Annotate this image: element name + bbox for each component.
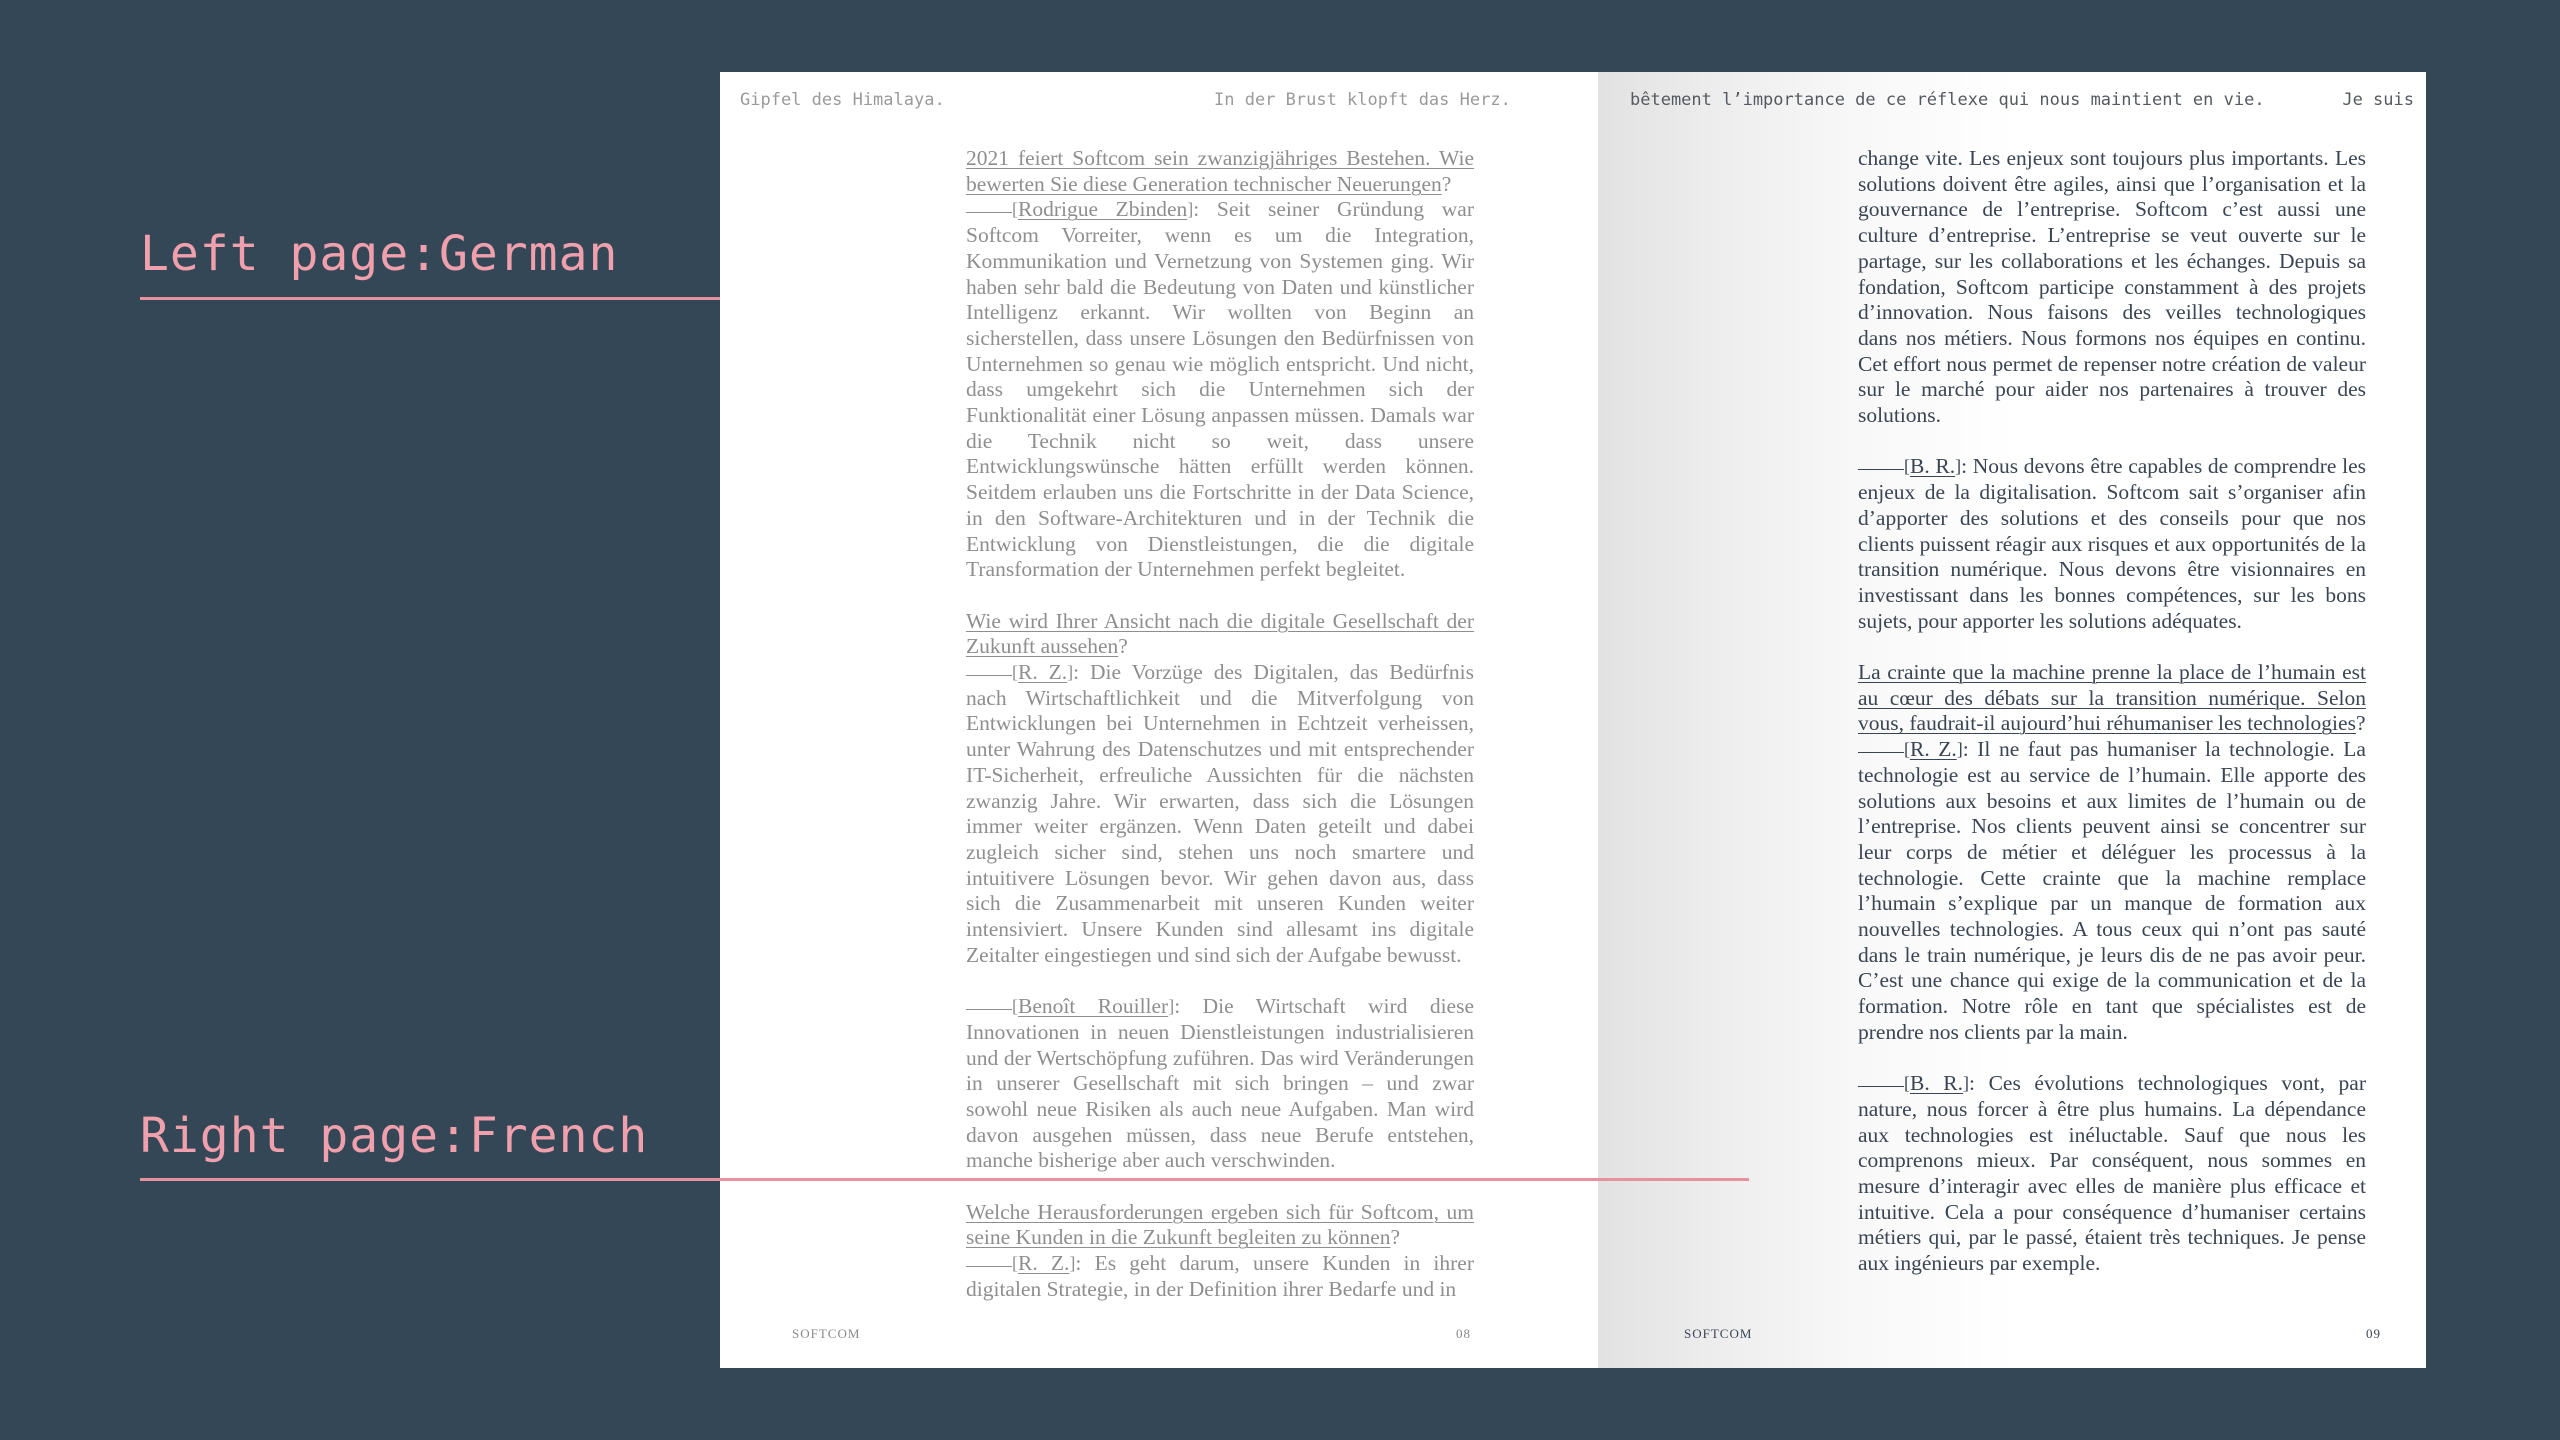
left-running-head-1: Gipfel des Himalaya.: [740, 90, 945, 110]
question-mark: ?: [1118, 634, 1128, 659]
question-mark: ?: [1390, 1225, 1401, 1250]
bracket-open: [: [1012, 662, 1018, 683]
interview-answer: [1858, 737, 2366, 1045]
answer-text: : Ces évolutions technologiques vont, par nature, nous forcer à être plus humains. La dépendance aux technologies est inéluctable. Sauf que nous les comprenons mieux. Par conséquent, nous sommes en mesure d’interagir avec elles de manière plus efficace et intuitive. Cela a pour conséquence d’humaniser certains métiers qui, par le passé, étaient très techniques. Je pense aux ingénieurs par exemple.: [1858, 1071, 2366, 1276]
right-footer-brand: SOFTCOM: [1684, 1326, 1753, 1341]
question-mark: ?: [2355, 711, 2366, 736]
left-footer-brand: SOFTCOM: [792, 1326, 861, 1341]
question-text: Wie wird Ihrer Ansicht nach die digitale Gesellschaft der Zukunft aussehen: [966, 608, 1474, 659]
answer-text: : Es geht darum, unsere Kunden in ihrer digitalen Strategie, in der Definition ihrer Bedarfe und in: [966, 1251, 1475, 1301]
left-page-german: [720, 72, 1598, 1368]
book-spread: [720, 72, 2426, 1368]
right-running-head-1: bêtement l’importance de ce réflexe qui nous maintient en vie.: [1630, 90, 2265, 110]
interview-answer: [966, 1251, 1474, 1302]
bracket-open: [: [1012, 1253, 1018, 1274]
bracket-open: [: [1904, 456, 1910, 477]
answer-text: : Il ne faut pas humaniser la technologie. La technologie est au service de l’humain. Elle apporte des solutions aux besoins et aux limites de l’humain ou de l’entreprise. Nos clients peuvent ainsi se concentrer sur leur corps de métier et déléguer les processus à la technologie. Cette crainte que la machine remplace l’humain s’explique par un manque de formation aux nouvelles technologies. A tous ceux qui n’ont pas sauté dans le train numérique, je leurs dis de ne pas avoir peur. C’est une chance qui exige de la communication et de la formation. Notre rôle en tant que spécialistes est de prendre nos clients par la main.: [1858, 737, 2366, 1044]
speaker-name: R. Z.: [1018, 1251, 1070, 1276]
speaker-rule: [966, 211, 1012, 213]
bracket-open: [: [1904, 1073, 1910, 1094]
paragraph-gap: [1858, 634, 2366, 660]
interview-answer: [966, 994, 1474, 1174]
answer-text: : Die Vorzüge des Digitalen, das Bedürfnis nach Wirtschaftlichkeit und die Mitverfolgung von Entwicklungen bei Unternehmen in Echtzeit verheissen, unter Wahrung des Datenschutzes und mit entsprechender IT-Sicherheit, erfreuliche Aussichten für die nächsten zwanzig Jahre. Wir erwarten, dass sich die Lösungen immer weiter ergänzen. Wenn Daten geteilt und dabei zugleich sicher sind, stehen uns noch smartere und intuitivere Lösungen bevor. Wir gehen davon aus, dass sich die Zusammenarbeit mit unseren Kunden weiter intensiviert. Unsere Kunden sind allesamt ins digitale Zeitalter eingestiegen und sind sich der Aufgabe bewusst.: [966, 660, 1474, 967]
speaker-rule: [1858, 751, 1904, 753]
question-text: 2021 feiert Softcom sein zwanzigjähriges Bestehen. Wie bewerten Sie diese Generation technischer Neuerungen: [966, 146, 1474, 196]
speaker-rule: [966, 1265, 1012, 1267]
speaker-name: R. Z.: [1018, 660, 1068, 685]
answer-text: : Nous devons être capables de comprendre les enjeux de la digitalisation. Softcom sait s’organiser afin d’apporter des solutions et des conseils pour que nos clients puissent réagir aux risques et aux opportunités de la transition numérique. Nous devons être visionnaires en investissant dans les bonnes compétences, sur les bons sujets, pour apporter les solutions adéquates.: [1858, 454, 2366, 633]
interview-question: [1858, 660, 2366, 737]
question-text: La crainte que la machine prenne la place de l’humain est au cœur des débats sur la transition numérique. Selon vous, faudrait-il aujourd’hui réhumaniser les technologies: [1858, 660, 2366, 736]
question-mark: ?: [1441, 171, 1452, 196]
paragraph-text: change vite. Les enjeux sont toujours plus importants. Les solutions doivent être agiles, ainsi que l’organisation et la gouvernance de l’entreprise. Softcom c’est aussi une culture d’entreprise. L’entreprise se veut ouverte sur le partage, sur les collaborations et les échanges. Depuis sa fondation, Softcom participe constamment à des projets d’innovation. Nous faisons des veilles technologiques dans nos métiers. Nous formons nos équipes en continu. Cet effort nous permet de repenser notre création de valeur sur le marché pour aider nos partenaires à trouver des solutions.: [1858, 146, 2366, 428]
bracket-open: [: [1012, 199, 1018, 220]
bracket-close: ]: [1187, 199, 1194, 220]
speaker-name: Benoît Rouiller: [1018, 994, 1169, 1019]
bracket-close: ]: [1168, 996, 1175, 1017]
bracket-close: ]: [1963, 1073, 1970, 1094]
left-page-number: 08: [1456, 1326, 1471, 1341]
interview-answer: [966, 660, 1474, 968]
right-page-annotation-rule: [140, 1178, 1749, 1181]
interview-answer: [1858, 454, 2366, 634]
paragraph-gap: [1858, 1046, 2366, 1072]
bracket-open: [: [1012, 996, 1018, 1017]
interview-question: [966, 609, 1474, 660]
paragraph-gap: [966, 583, 1474, 609]
right-page-annotation-label: Right page:French: [140, 1108, 649, 1164]
interview-question: [966, 1200, 1474, 1251]
right-text-column: [1858, 146, 2366, 1277]
right-page-french: [1598, 72, 2426, 1368]
speaker-rule: [966, 1008, 1012, 1010]
speaker-rule: [1858, 1085, 1904, 1087]
bracket-close: ]: [1067, 662, 1074, 683]
bracket-close: ]: [1956, 739, 1963, 760]
question-text: Welche Herausforderungen ergeben sich für Softcom, um seine Kunden in die Zukunft begleiten zu können: [966, 1199, 1474, 1250]
bracket-close: ]: [1069, 1253, 1076, 1274]
right-running-head-2: Je suis: [2342, 90, 2414, 110]
paragraph-gap: [966, 968, 1474, 994]
speaker-name: B. R.: [1910, 1071, 1964, 1096]
interview-answer: [1858, 1071, 2366, 1277]
paragraph-gap: [1858, 429, 2366, 455]
left-running-head-2: In der Brust klopft das Herz.: [1214, 90, 1511, 110]
left-text-column: [966, 146, 1474, 1303]
interview-question: [966, 146, 1474, 197]
interview-answer: [966, 197, 1474, 583]
answer-text: : Die Wirtschaft wird diese Innovationen in neuen Dienstleistungen industrialisieren und der Wertschöpfung zuführen. Das wird Veränderungen in unserer Gesellschaft mit sich bringen – und zwar sowohl neue Risiken als auch neue Aufgaben. Man wird davon ausgehen müssen, dass neue Berufe entstehen, manche bisherige aber auch verschwinden.: [966, 994, 1474, 1173]
bracket-open: [: [1904, 739, 1910, 760]
speaker-rule: [1858, 468, 1904, 470]
interview-paragraph: [1858, 146, 2366, 429]
speaker-name: Rodrigue Zbinden: [1018, 197, 1188, 222]
speaker-rule: [966, 674, 1012, 676]
left-page-annotation-label: Left page:German: [140, 226, 619, 282]
answer-text: : Seit seiner Gründung war Softcom Vorreiter, wenn es um die Integration, Kommunikation und Vernetzung von Systemen ging. Wir haben sehr bald die Bedeutung von Daten und künstlicher Intelligenz erkannt. Wir wollten von Beginn an sicherstellen, dass unsere Lösungen den Bedürfnissen von Unternehmen so genau wie möglich entspricht. Und nicht, dass umgekehrt sich die Unternehmen sich der Funktionalität einer Lösung anpassen müssen. Damals war die Technik nicht so weit, dass unsere Entwicklungswünsche hätten erfüllt werden können. Seitdem erlauben uns die Fortschritte in der Data Science, in den Software-Architekturen und in der Technik die Entwicklung von Dienstleistungen, die die digitale Transformation der Unternehmen perfekt begleitet.: [966, 197, 1474, 582]
right-page-number: 09: [2366, 1326, 2381, 1341]
speaker-name: R. Z.: [1910, 737, 1957, 762]
speaker-name: B. R.: [1910, 454, 1956, 479]
bracket-close: ]: [1955, 456, 1962, 477]
